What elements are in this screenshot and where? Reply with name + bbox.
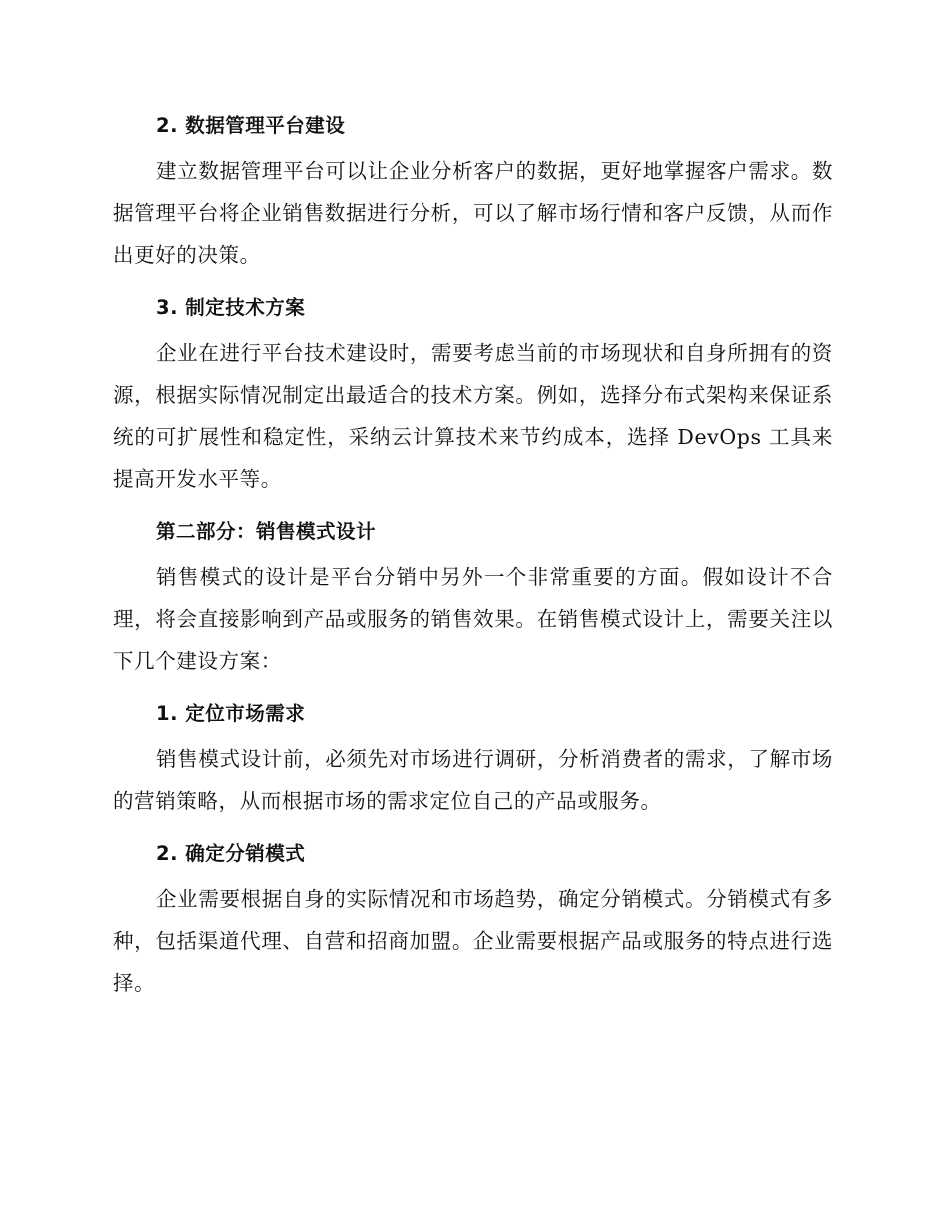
section-heading-data-platform: 2. 数据管理平台建设 — [156, 114, 346, 137]
section-paragraph-data-platform: 建立数据管理平台可以让企业分析客户的数据，更好地掌握客户需求。数据管理平台将企业销售数据进行分析，可以了解市场行情和客户反馈，从而作出更好的决策。 — [113, 159, 833, 267]
section-paragraph-distribution-model: 企业需要根据自身的实际情况和市场趋势，确定分销模式。分销模式有多种，包括渠道代理、自营和招商加盟。企业需要根据产品或服务的特点进行选择。 — [113, 887, 833, 995]
section-heading-market-demand: 1. 定位市场需求 — [156, 702, 306, 725]
section-heading-tech-plan: 3. 制定技术方案 — [156, 296, 306, 319]
section-heading-distribution-model: 2. 确定分销模式 — [156, 842, 306, 865]
section-paragraph-market-demand: 销售模式设计前，必须先对市场进行调研，分析消费者的需求，了解市场的营销策略，从而根据市场的需求定位自己的产品或服务。 — [113, 747, 833, 813]
section-paragraph-tech-plan: 企业在进行平台技术建设时，需要考虑当前的市场现状和自身所拥有的资源，根据实际情况制定出最适合的技术方案。例如，选择分布式架构来保证系统的可扩展性和稳定性，采纳云计算技术来节约成本，选择 DevOps 工具来提高开发水平等。 — [113, 341, 833, 491]
part-heading-sales-model: 第二部分：销售模式设计 — [156, 520, 377, 543]
document-body — [113, 108, 833, 1004]
part-paragraph-sales-model: 销售模式的设计是平台分销中另外一个非常重要的方面。假如设计不合理，将会直接影响到产品或服务的销售效果。在销售模式设计上，需要关注以下几个建设方案： — [113, 565, 833, 673]
